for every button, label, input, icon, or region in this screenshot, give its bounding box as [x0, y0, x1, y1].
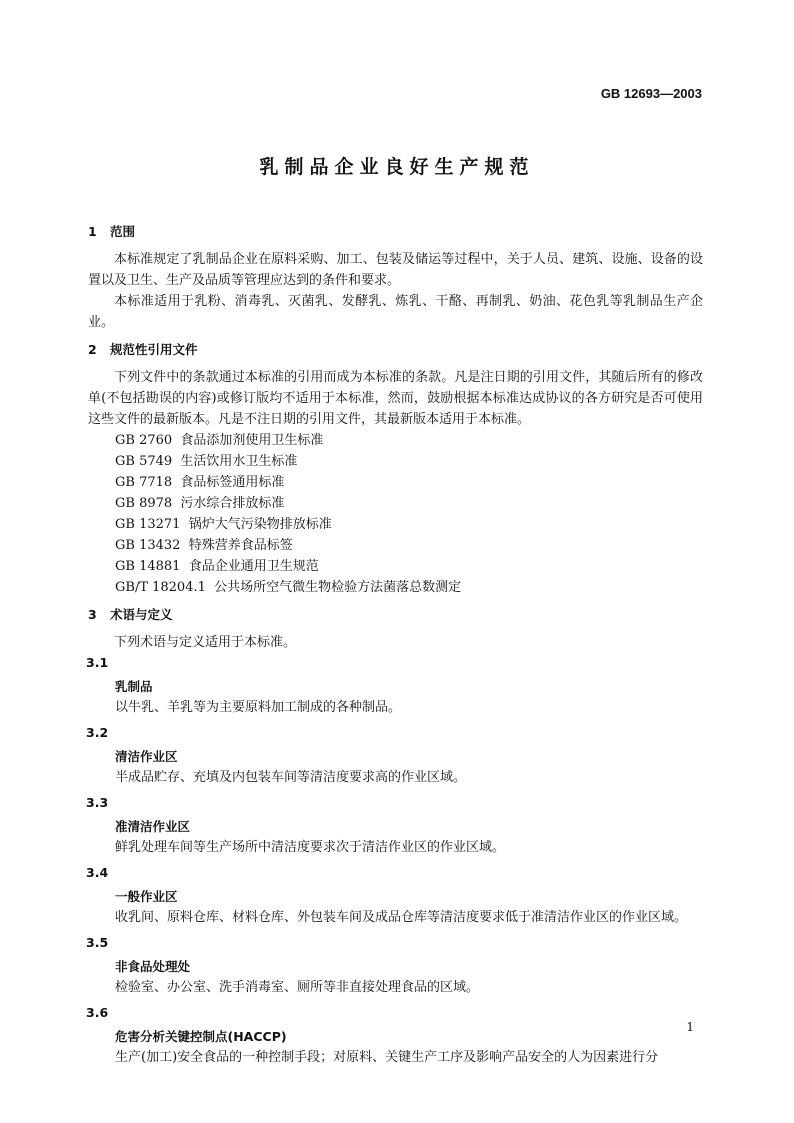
term-number: 3.6 [86, 1005, 109, 1020]
scope-paragraph: 本标准规定了乳制品企业在原料采购、加工、包装及储运等过程中，关于人员、建筑、设施、设备的设置以及卫生、生产及品质等管理应达到的条件和要求。 [88, 252, 703, 288]
section-title: 范围 [110, 224, 136, 239]
terms-intro-paragraph: 下列术语与定义适用于本标准。 [114, 635, 297, 650]
section-title: 术语与定义 [110, 607, 173, 622]
section-heading-normative-references [88, 340, 703, 360]
section-number: 3 [88, 607, 97, 622]
document-body [88, 215, 703, 1073]
scope-paragraph: 本标准适用于乳粉、消毒乳、灭菌乳、发酵乳、炼乳、干酪、再制乳、奶油、花色乳等乳制品生产企业。 [88, 294, 703, 330]
section-heading-terms-definitions [88, 605, 703, 625]
term-name: 危害分析关键控制点(HACCP) [115, 1029, 287, 1044]
reference-item: GB 13271 锅炉大气污染物排放标准 [115, 517, 332, 532]
term-definition: 鲜乳处理车间等生产场所中清洁度要求次于清洁作业区的作业区域。 [115, 840, 506, 855]
reference-item: GB 5749 生活饮用水卫生标准 [115, 454, 298, 469]
term-name: 清洁作业区 [115, 749, 178, 764]
term-number: 3.3 [86, 795, 109, 810]
term-definition: 半成品贮存、充填及内包装车间等清洁度要求高的作业区域。 [115, 770, 467, 785]
reference-item: GB 13432 特殊营养食品标签 [115, 538, 293, 553]
term-name: 准清洁作业区 [115, 819, 191, 834]
term-name: 非食品处理处 [115, 959, 191, 974]
term-definition: 收乳间、原料仓库、材料仓库、外包装车间及成品仓库等清洁度要求低于准清洁作业区的作业区域。 [115, 910, 688, 925]
section-number: 2 [88, 342, 97, 357]
reference-item: GB/T 18204.1 公共场所空气微生物检验方法菌落总数测定 [115, 580, 462, 595]
standard-number: GB 12693—2003 [600, 86, 702, 101]
term-number: 3.2 [86, 725, 109, 740]
references-intro-paragraph: 下列文件中的条款通过本标准的引用而成为本标准的条款。凡是注日期的引用文件，其随后所有的修改单(不包括勘误的内容)或修订版均不适用于本标准，然而，鼓励根据本标准达成协议的各方研究是否可使用这些文件的最新版本。凡是不注日期的引用文件，其最新版本适用于本标准。 [88, 370, 703, 427]
term-number: 3.4 [86, 865, 109, 880]
reference-item: GB 8978 污水综合排放标准 [115, 496, 285, 511]
term-definition: 生产(加工)安全食品的一种控制手段；对原料、关键生产工序及影响产品安全的人为因素进行分 [115, 1050, 659, 1065]
section-number: 1 [88, 224, 97, 239]
page-title: 乳制品企业良好生产规范 [259, 156, 535, 178]
term-number: 3.1 [86, 655, 109, 670]
section-heading-scope [88, 222, 703, 242]
page-number: 1 [686, 1020, 694, 1034]
reference-item: GB 2760 食品添加剂使用卫生标准 [115, 433, 324, 448]
reference-item: GB 7718 食品标签通用标准 [115, 475, 285, 490]
term-definition: 检验室、办公室、洗手消毒室、厕所等非直接处理食品的区域。 [115, 980, 480, 995]
term-name: 乳制品 [115, 679, 153, 694]
term-definition: 以牛乳、羊乳等为主要原料加工制成的各种制品。 [115, 700, 402, 715]
term-name: 一般作业区 [115, 889, 178, 904]
term-number: 3.5 [86, 935, 109, 950]
section-title: 规范性引用文件 [110, 342, 198, 357]
reference-item: GB 14881 食品企业通用卫生规范 [115, 559, 319, 574]
